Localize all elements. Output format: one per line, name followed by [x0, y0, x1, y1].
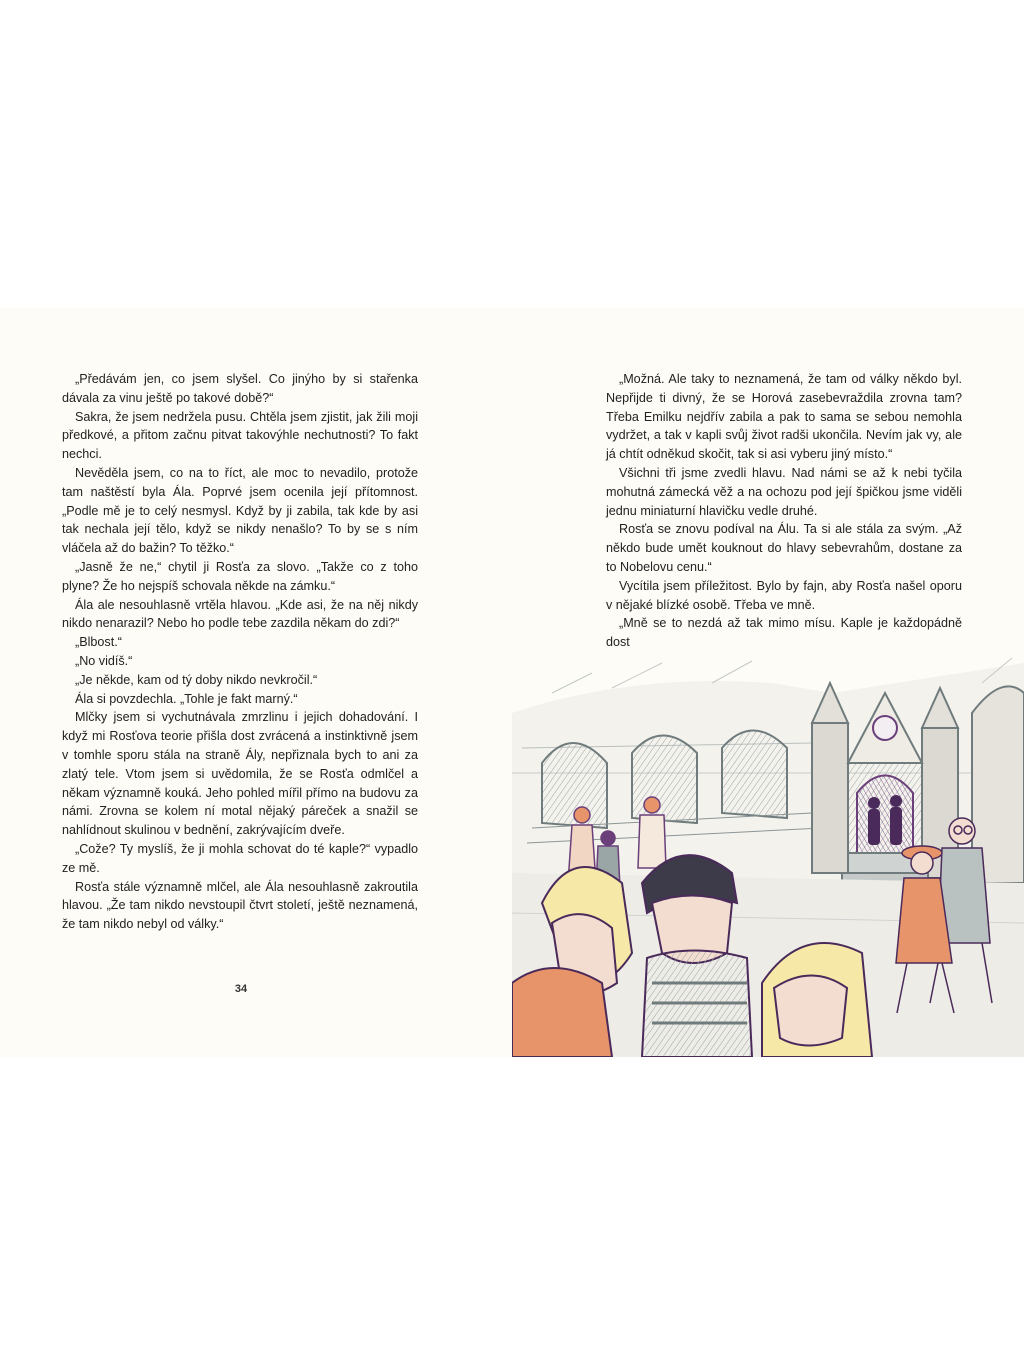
paragraph: Všichni tři jsme zvedli hlavu. Nad námi se až k nebi tyčila mohutná zámecká věž a na ochozu pod její špičkou jsme viděli jednu miniaturní hlavičku vedle druhé.	[606, 465, 962, 518]
page-number: 34	[234, 983, 248, 995]
paragraph: Mlčky jsem si vychutnávala zmrzlinu i jejich dohadování. I když mi Rosťova teorie přišla dost zvrácená a instinktivně jsem v tomhle sporu stála na straně Ály, nepřiznala bych to ani za zlatý tele. Vtom jsem si uvědomila, že se Rosťa odmlčel a někam významně kouká. Jeho pohled mířil přímo na budovu za námi. Zrovna se kolem ní motal nějaký páreček a snažil se nahlídnout skulinou v bednění, zakrývajícím dveře.	[62, 710, 418, 838]
paragraph: „Možná. Ale taky to neznamená, že tam od války někdo byl. Nepřijde ti divný, že se Horová zasebevraždila zrovna tam? Třeba Emilku nejdřív zabila a pak to sama se sebou nemohla vydržet, a tak v kapli svůj život radši ukončila. Nevím jak vy, ale já chtít odněkud skočit, tak si asi vyberu jiný místo.“	[606, 372, 962, 462]
paragraph: Ála ale nesouhlasně vrtěla hlavou. „Kde asi, že na něj nikdy nikdo nenarazil? Nebo ho podle tebe zazdila někam do zdi?“	[62, 597, 418, 631]
left-page-text	[62, 370, 418, 934]
paragraph: „Jasně že ne,“ chytil ji Rosťa za slovo. „Takže co z toho plyne? Že ho nejspíš schovala někde na zámku.“	[62, 559, 418, 593]
paragraph: Rosťa se znovu podíval na Álu. Ta si ale stála za svým. „Až někdo bude umět kouknout do hlavy sebevrahům, dostane za to Nobelovu cenu.“	[606, 522, 962, 574]
paragraph: „Blbost.“	[75, 635, 122, 650]
paragraph: Rosťa stále významně mlčel, ale Ála nesouhlasně zakroutila hlavou. „Že tam nikdo nevstoupil čtvrt století, ještě neznamená, že tam nikdo nebyl od války.“	[62, 879, 418, 932]
paragraph: Sakra, že jsem nedržela pusu. Chtěla jsem zjistit, jak žili moji předkové, a přitom začnu pitvat takovýhle nechutnosti? To fakt nechci.	[62, 409, 418, 462]
paragraph: Vycítila jsem příležitost. Bylo by fajn, aby Rosťa našel oporu v nějaké blízké osobě. Třeba ve mně.	[606, 578, 962, 612]
paragraph: „Je někde, kam od tý doby nikdo nevkročil.“	[75, 672, 318, 687]
paragraph: Nevěděla jsem, co na to říct, ale moc to nevadilo, protože tam naštěstí byla Ála. Poprvé jsem ocenila její přítomnost. „Podle mě je to celý nesmysl. Když by ji zabila, tak kde by asi tak nechala její tělo, když se nikdy nenašlo? To by se s ním vláčela až do bažin? To těžko.“	[62, 465, 418, 556]
book-spread	[0, 308, 1024, 1057]
paragraph: „Předávám jen, co jsem slyšel. Co jinýho by si stařenka dávala za vinu ještě po takové době?“	[62, 372, 418, 405]
right-page-text	[606, 370, 962, 652]
chapel-courtyard-illustration	[512, 653, 1024, 1057]
paragraph: Ála si povzdechla. „Tohle je fakt marný.“	[75, 691, 298, 706]
paragraph: „Mně se to nezdá až tak mimo mísu. Kaple je každopádně dost	[606, 616, 962, 650]
paragraph: „Cože? Ty myslíš, že ji mohla schovat do té kaple?“ vypadlo ze mě.	[62, 841, 418, 875]
paragraph: „No vidíš.“	[75, 653, 133, 668]
